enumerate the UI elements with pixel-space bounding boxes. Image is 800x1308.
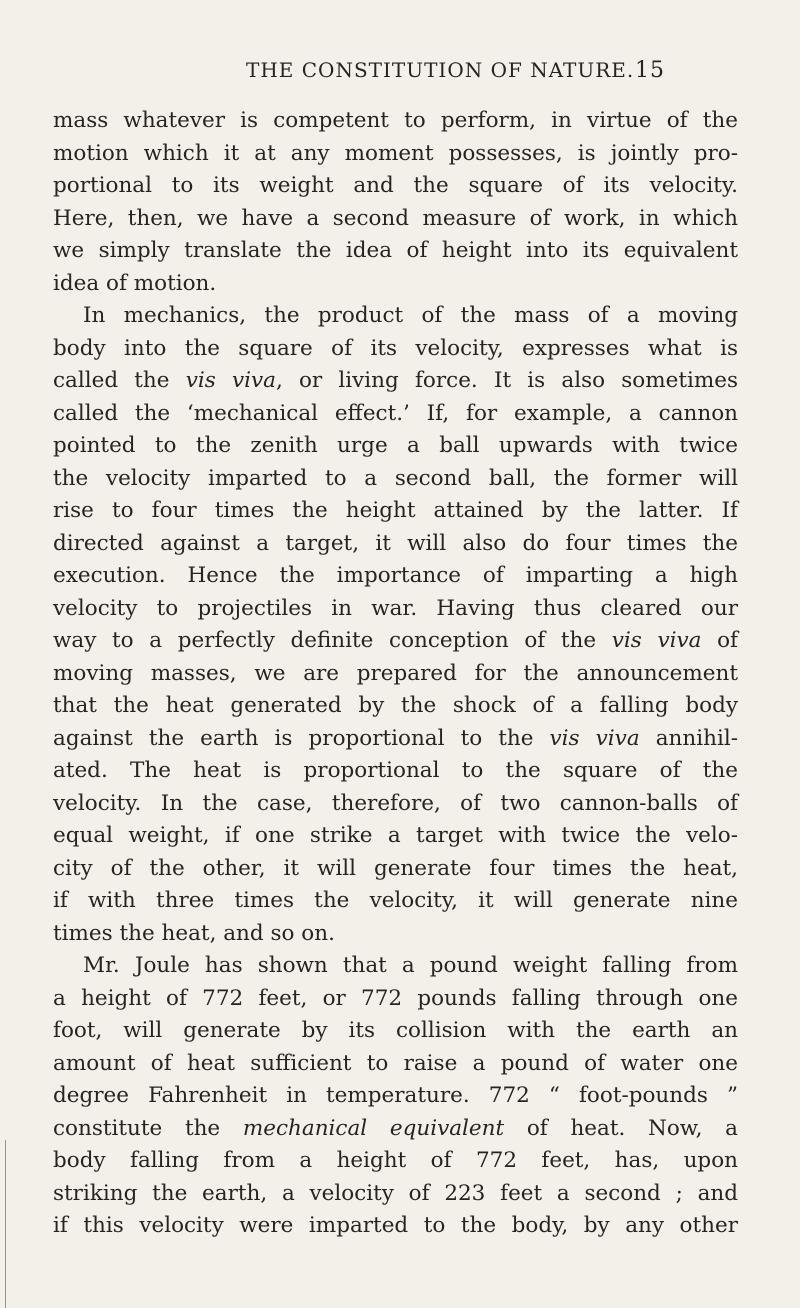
text-line: striking the earth, a velocity of 223 feet a second ; and — [53, 1180, 738, 1206]
text-line: directed against a target, it will also do four times the — [53, 530, 738, 556]
text-run: called the — [53, 368, 186, 393]
text-line: Mr. Joule has shown that a pound weight falling from — [83, 953, 738, 978]
page-number: 15 — [635, 58, 665, 83]
text-line: degree Fahrenheit in temperature. 772 “ foot-pounds ” — [53, 1083, 738, 1108]
text-line — [53, 723, 738, 756]
running-header — [0, 58, 800, 86]
text-line: mass whatever is competent to perform, in virtue of the — [53, 108, 738, 133]
text-line: the velocity imparted to a second ball, the former will — [53, 465, 738, 491]
text-run: constitute the — [53, 1115, 243, 1141]
italic-phrase: vis viva — [611, 628, 702, 653]
body-text — [53, 105, 738, 1243]
text-line: Here, then, we have a second measure of work, in which — [53, 205, 738, 231]
text-line: that the heat generated by the shock of a falling body — [53, 693, 738, 718]
text-line: a height of 772 feet, or 772 pounds falling through one — [53, 985, 738, 1011]
text-line: foot, will generate by its collision with the earth an — [53, 1018, 738, 1043]
page-edge-rule — [5, 1140, 6, 1308]
text-line: rise to four times the height attained by the latter. If — [53, 498, 738, 523]
text-run: of heat. Now, a — [504, 1115, 738, 1141]
text-line: motion which it at any moment possesses, is jointly pro- — [53, 140, 738, 166]
text-line: ated. The heat is proportional to the square of the — [53, 758, 738, 783]
text-run: of — [701, 628, 738, 653]
text-line: pointed to the zenith urge a ball upwards with twice — [53, 433, 738, 458]
text-line: equal weight, if one strike a target with twice the velo- — [53, 823, 738, 848]
text-line: city of the other, it will generate four times the heat, — [53, 855, 738, 881]
italic-phrase: vis viva — [185, 368, 276, 393]
text-line: execution. Hence the importance of imparting a high — [53, 563, 738, 588]
text-line — [53, 365, 738, 398]
text-line: idea of motion. — [53, 270, 217, 296]
text-line: In mechanics, the product of the mass of a moving — [83, 303, 738, 328]
text-run: way to a perfectly definite conception of the — [53, 628, 612, 653]
text-line: body falling from a height of 772 feet, has, upon — [53, 1148, 738, 1173]
italic-phrase: mechanical equivalent — [242, 1115, 505, 1141]
text-line: velocity to projectiles in war. Having thus cleared our — [53, 595, 738, 621]
text-line: moving masses, we are prepared for the announcement — [53, 660, 738, 686]
text-line: we simply translate the idea of height into its equivalent — [53, 238, 738, 263]
text-line: if this velocity were imparted to the body, by any other — [53, 1213, 738, 1238]
text-line: if with three times the velocity, it will generate nine — [53, 888, 738, 913]
text-line: body into the square of its velocity, expresses what is — [53, 335, 738, 361]
text-line — [53, 1113, 738, 1146]
text-line: amount of heat sufficient to raise a pound of water one — [53, 1050, 738, 1076]
text-line: portional to its weight and the square of its velocity. — [53, 173, 738, 198]
text-line — [53, 625, 738, 658]
text-line: times the heat, and so on. — [53, 920, 335, 946]
text-run: against the earth is proportional to the — [53, 725, 550, 751]
text-run: annihil- — [639, 725, 738, 751]
text-line: velocity. In the case, therefore, of two cannon-balls of — [53, 790, 738, 816]
running-title: THE CONSTITUTION OF NATURE. — [246, 58, 635, 82]
text-line: called the ‘mechanical effect.’ If, for example, a cannon — [53, 400, 738, 426]
text-run: , or living force. It is also sometimes — [275, 368, 738, 393]
italic-phrase: vis viva — [549, 725, 640, 751]
